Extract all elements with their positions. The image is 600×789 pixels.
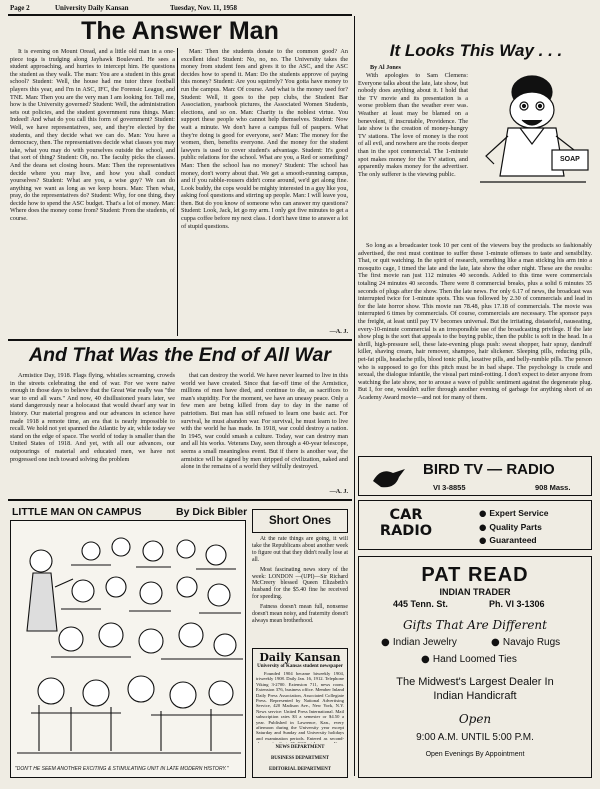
dept-news: NEWS DEPARTMENT xyxy=(275,745,325,750)
answer-man-text-1: It is evening on Mount Oread, and a little old man in a one-piece toga is trudging along Jayhawk Boulevard. He sees a student approaching, and hurries to intercept him. He questions the student as they walk. The man: You are a student in this great school? Student: Well, the house had me tutor three football players this year, and I'm in ASC, IFC, the Forensic League, and TNE. Man: Then you are the very man I am looking for. Tell me, how is the University governed? Student: Well, the administration sets out policies, and the student government runs things. Man: Indeed! And what do you call this form of government? Student: Well, we have representatives, see, and they're elected by the students, and they decide what we can do. Man: You have a democracy, then. The representatives decide what classes you may take, what you may do with yourselves outside the school, and that sort of thing? Student: Oh, no. The faculty picks the classes. And the deans set closing hours. Man: Then the representatives decide where you may live, and how you shall conduct yourselves? Student: What are you, a wise guy? We can do anything we want as long as we keep hours. Man: Then what, pray, do the representatives do? Student: Why, for one thing, they decide how to spend the ASC budget. That's a lot of money. Man: Where does the money come from? Student: From the students, of course. xyxy=(10,48,175,223)
right-column-divider xyxy=(354,16,355,776)
car-radio-item xyxy=(479,521,548,535)
pat-read-contact xyxy=(359,599,591,613)
pat-read-ad xyxy=(358,556,592,778)
short-ones-header-box xyxy=(252,509,348,533)
car-radio-item xyxy=(479,507,548,521)
car-radio-item-text: Guaranteed xyxy=(489,535,537,545)
car-radio-item xyxy=(479,534,548,548)
bullet-icon: ● xyxy=(421,654,433,665)
pat-read-item xyxy=(421,654,517,665)
bullet-icon: ● xyxy=(491,637,503,648)
answer-man-headline: The Answer Man xyxy=(81,17,279,45)
dept-editorial: EDITORIAL DEPARTMENT xyxy=(269,767,331,772)
looks-text-top: With apologies to Sam Clemens: Everyone talks about the late, late show, but nobody does anything about it. I hold that the TV movie and its presentation is a worse problem than the weather ever was. Weather at least may be blamed on a benevolent, if inscrutable, Providence. The late show is the creation of money-hungry TV stations. The love of money is the root of all evil, and nowhere are the roots deeper than in the spot commercial. The 1-minute spot makes money for the TV station, and apparently makes money for the advertiser. The only sufferer is the viewing public. xyxy=(358,72,468,178)
cartoon-panel xyxy=(10,520,246,778)
pat-read-items xyxy=(359,637,591,671)
car-radio-title-line1: CAR xyxy=(389,507,423,523)
pat-read-phone: Ph. VI 3-1306 xyxy=(489,599,545,609)
bullet-icon: ● xyxy=(479,536,490,546)
cartoon-sign-text: SOAP xyxy=(560,156,580,163)
pat-read-item xyxy=(381,637,457,648)
looks-headline: It Looks This Way . . . xyxy=(389,41,563,60)
paper-name: University Daily Kansan xyxy=(55,4,129,12)
car-radio-item-text: Quality Parts xyxy=(489,521,542,532)
looks-body-bottom xyxy=(358,242,592,480)
short-ones-body xyxy=(252,536,348,644)
little-man-title: LITTLE MAN ON CAMPUS xyxy=(12,506,142,518)
kansan-box-title: Daily Kansan xyxy=(259,651,341,664)
answer-man-signature: —A. J. xyxy=(329,328,348,335)
pat-read-dealer-1: The Midwest's Largest Dealer In xyxy=(396,676,554,688)
bullet-icon: ● xyxy=(381,637,393,648)
bird-ad-address: 908 Mass. xyxy=(535,483,571,492)
pat-read-item-text: Hand Loomed Ties xyxy=(432,654,517,665)
little-man-byline: By Dick Bibler xyxy=(176,506,248,518)
pat-read-dealer-2: Indian Handicraft xyxy=(433,690,517,702)
looks-byline: By Al Jones xyxy=(370,64,401,71)
war-signature: —A. J. xyxy=(329,488,348,495)
kansan-box-subtitle: University of Kansas student newspaper xyxy=(257,664,343,669)
looks-text-bottom: So long as a broadcaster took 10 per cent of the viewers buy the products so fashionably advertised, the rest must continue to suffer these 1-minute offenses to taste and sensibility. That, or quit watching. In the spirit of research, something like a man sticking his arm into a mosquito cage, I timed the late and the late, late show the other night. These are the results: The first movie ran just 112 minutes 40 seconds. Added to this time were commercials totaling 24 minutes 40 seconds. There were 8 commercial breaks, plus a solid 6 minutes 35 seconds of plugs after the show. Then the late news. For only 6.17 of news, the broadcast was interrupted twice for 1-minute spots. This was followed by 2.30 of commercials and lead in for the late horror show. This movie ran 78.48, plus 17.18 of commercials. The movie was interrupted 6 times by commercials. Of course, commercials are necessary. The sponsor pays the freight, at least until pay TV becomes universal. But the irritating, distasteful, nauseating, every-10-minute commercial is an irresponsible use of the broadcasting privilege. If the late show plug is the sort that appeals to the buying public, then the public is soft in the head. In a shrill, high-pressure sell, these late-evening plugs push: sweat shopper, hair spray, dandruff killer, shaving cream, hair remover, shampoo, hair slickener. Sleeping pills, reducing pills, pet-fat pills, headache pills, blood tonic pills, laxative pills, and belly-rumble pills. The person who is supposed to go for this pitch must be in bad shape. The psychology is crude and sexual, the dialogue infantile, the visual part mind-rotting. I don't expect to deter anyone from watching the late show, nor to arouse a wave of public sentiment against the degenerate plug. But I, for one, wouldn't suffer through another evening of garbage for anything short of an Academy Award movie—and not for many of them. xyxy=(358,242,592,401)
looks-body-top xyxy=(358,72,468,240)
pat-read-gifts: Gifts That Are Different xyxy=(403,618,547,632)
car-radio-ad xyxy=(358,500,592,550)
bird-ad-phone: VI 3-8855 xyxy=(433,483,466,492)
pat-read-hours: 9:00 A.M. UNTIL 5:00 P.M. xyxy=(416,732,534,743)
short-ones-title: Short Ones xyxy=(269,515,331,527)
war-text-2: that can destroy the world. We have never learned to live in this world we have created. Since that far-off time of the Armistice, millions of men have died, and continue to die, as sacrifices to man's stupidity. For the moment, we have an uneasy peace. Only a few men are being killed from day to day in the name of patriotism. But man has still refused to learn one basic act. For survival, he must abandon war. For survival, he must learn to live with the world he has made. In 1918, war could destroy a nation. In 1945, war could smash a culture. Today, war can destroy man and all his works. Veterans Day, seen through a 40-year telescope, seems a small meaningless event. But if there is another war, the armistice will be signed by men stripped of civilization, naked and alone in the remains of a world they wilfully destroyed. xyxy=(181,372,348,471)
bird-icon xyxy=(369,461,409,493)
bird-tv-ad xyxy=(358,456,592,496)
classroom-cartoon-image xyxy=(11,521,245,765)
short-one-item: At the rate things are going, it will take the Republicans about another week to figure out that they didn't really lose at all. xyxy=(252,536,348,563)
pat-read-item-text: Navajo Rugs xyxy=(502,637,561,648)
answer-man-column-2 xyxy=(181,48,348,328)
issue-date: Tuesday, Nov. 11, 1958 xyxy=(170,4,238,12)
kansan-staff-box xyxy=(252,648,348,778)
car-radio-title-line2: RADIO xyxy=(379,523,433,539)
dept-business: BUSINESS DEPARTMENT xyxy=(271,756,329,761)
tv-pitchman-cartoon-image xyxy=(474,66,592,198)
bird-ad-title: BIRD TV — RADIO xyxy=(423,461,555,478)
war-column-1 xyxy=(10,372,175,494)
bullet-icon: ● xyxy=(479,509,490,519)
pat-read-evenings: Open Evenings By Appointment xyxy=(425,751,525,758)
car-radio-title xyxy=(367,507,445,539)
answer-man-column-1 xyxy=(10,48,175,336)
war-column-2 xyxy=(181,372,348,487)
section-rule-2 xyxy=(8,499,352,501)
pat-read-name: PAT READ xyxy=(421,564,529,586)
pat-read-sub: INDIAN TRADER xyxy=(439,587,511,597)
tv-cartoon xyxy=(474,66,592,198)
kansan-box-body-text: Founded 1904 became biweekly 1904, triweekly 1908. Daily Jan. 16, 1912. Telephone Viking 3-2700. Extension 711, news room. Extension 376, business office. Member Inland Daily Press Association, Associated Collegiate Press. Represented by National Advertising Service, 420 Madison Ave., New York, N.Y. News service: United Press International. Mail subscription rates $3 a semester or $4.50 a year. Published in Lawrence, Kan., every afternoon during the University year except Saturday and Sunday and University holidays and examination periods. Entered as second- xyxy=(256,671,344,741)
war-headline: And That Was the End of All War xyxy=(29,344,331,366)
page-number: Page 2 xyxy=(10,4,30,12)
bullet-icon: ● xyxy=(479,522,490,533)
column-divider xyxy=(177,48,178,336)
pat-read-address: 445 Tenn. St. xyxy=(393,599,448,609)
pat-read-item-text: Indian Jewelry xyxy=(392,637,457,648)
pat-read-item xyxy=(491,637,560,648)
short-one-item: Fatness doesn't mean full, nonsense doesn't mean noisy, and fraternity doesn't always mean brotherhood. xyxy=(252,604,348,624)
answer-man-text-2: Man: Then the students donate to the common good? An excellent idea! Student: No, no, no. The University takes the money from student fees and gives it to the ASC, and the ASC decides how to spend it. Man: Do the students approve of paying this money? Student: Are you squirrely? You gotta have money to run the campus. Man: Of course. And what is the money used for? Student: Well, it goes to the pep clubs, the Student Bar Association, yearbook pictures, the Associated Women Students, elections, and so on. Man: Charity is the noblest virtue. You support these people who cannot help themselves. Student: Now wait a minute. We don't have a campus full of paupers. What they're doing is good for everyone, see? Man: The money for the women, then, benefits everyone. And the money for the student lawyers is used to cover student's advantage. Student: It's good public relations for the school. What are you, a Red or something? Man: Then the school has no money? Student: The school has money, don't worry about that. We get a smooth-running campus, and if you rabble-rousers didn't come around, we'd get along fine. Look buddy, the cops would be mighty interested in a guy like you, asking fool questions and stirring up people. Man: I will leave you, then. But do you know of someone who can answer my questions? Student: Look, Jack, let go my arm. I only got five minutes to get a cuppa coffee before my next class. I don't have time to answer a lot of stupid questions. xyxy=(181,48,348,230)
cartoon-caption: "DON'T HE SEEM ANOTHER EXCITING & STIMULATING UNIT IN LATE MODERN HISTORY." xyxy=(15,766,229,772)
car-radio-item-text: Expert Service xyxy=(489,508,549,518)
car-radio-list xyxy=(479,507,548,548)
kansan-box-body xyxy=(256,671,344,743)
short-one-item: Most fascinating news story of the week: LONDON —(UPI)—Sir Richard McCreery blessed Queen Elizabeth's husband for the $5.40 fine he received for speeding. xyxy=(252,566,348,601)
pat-read-open: Open xyxy=(458,712,492,726)
war-text-1: Armistice Day, 1918. Flags flying, whistles screaming, crowds in the streets celebrating the end of war. For we were naive enough in those days to believe that the Great War really was "the war to end all wars." And now, 40 disillusioned years later, we stand dangerously near a holocaust that would dwarf any war in history. Our material progress and our advances in science have made 1918 a remote time, an era that is nearly impossible to recall. We hold not yet spanned the Atlantic by air, while today we stand on the edge of space. The world of today is smaller than the United States of 1918. And yet, with all our advances, our outpourings of material and educated men, we have not progressed one inch toward solving the problem xyxy=(10,372,175,463)
